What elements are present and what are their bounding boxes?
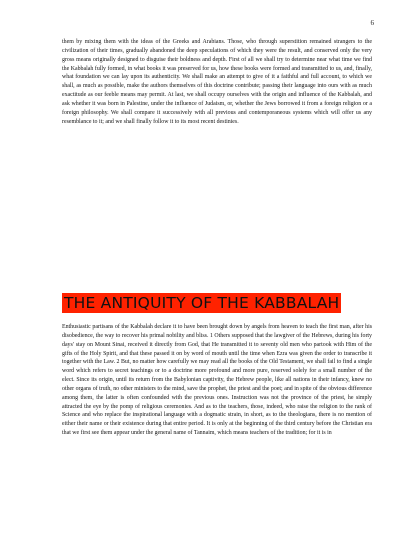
- section-heading: THE ANTIQUITY OF THE KABBALAH: [64, 294, 340, 312]
- body-paragraph: Enthusiastic partisans of the Kabbalah declare it to have been brought down by angels from heaven to teach the first man, after his disobedience, the way to recover his primal nobility and bliss. 1 Others supposed that the lawgiver of the Hebrews, during his forty days' stay on Mount Sinai, received it directly from God, that He transmitted it to seventy old men who partook with Him of the gifts of the Holy Spirit, and that these passed it on by word of mouth until the time when Ezra was given the order to transcribe it together with the Law. 2 But, no matter how carefully we may read all the books of the Old Testament, we shall fail to find a single word which refers to secret teachings or to a doctrine more profound and more pure, reserved solely for a small number of the elect. Since its origin, until its return from the Babylonian captivity, the Hebrew people, like all nations in their infancy, knew no other organs of truth, no other ministers to the mind, save the prophet, the priest and the poet; and in spite of the obvious difference among them, the latter is often confounded with the previous ones. Instruction was not the province of the priest, he simply attracted the eye by the pomp of religious ceremonies. And as to the teachers, those, indeed, who raise the religion to the rank of Science and who replace the inspirational language with a dogmatic strain, in short, as to the theologians, there is no mention of either their name or their existence during that entire period. It is only at the beginning of the third century before the Christian era that we first see them appear under the general name of Tannaim, which means teachers of the tradition; for it is in: [62, 324, 372, 437]
- page-number: 6: [370, 19, 374, 27]
- intro-paragraph: them by mixing them with the ideas of the Greeks and Arabians. Those, who through superstition remained strangers to the civilization of their times, gradually abandoned the deep speculations of which they were the result, and conserved only the very gross means originally designed to disguise their boldness and depth. First of all we shall try to determine near what time we find the Kabbalah fully formed, in what books it was preserved for us, how these books were formed and transmitted to us, and, finally, what foundation we can lay upon its authenticity. We shall make an attempt to give of it a faithful and full account, to which we shall, as much as possible, make the authors themselves of this doctrine contribute; passing their language into ours with as much exactitude as our feeble means may permit. At last, we shall occupy ourselves with the origin and influence of the Kabbalah, and ask whether it was born in Palestine, under the influence of Judaism, or, whether the Jews borrowed it from a foreign religion or a foreign philosophy. We shall compare it successively with all previous and contemporaneous systems which will offer us any resemblance to it; and we shall finally follow it to its most recent destinies.: [62, 39, 372, 125]
